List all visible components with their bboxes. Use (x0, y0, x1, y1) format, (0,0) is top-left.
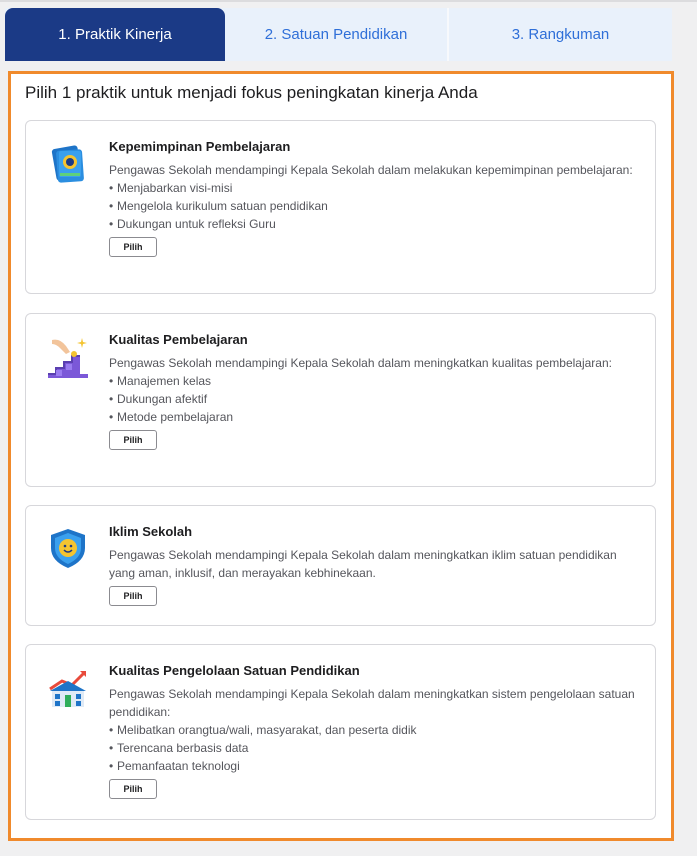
pilih-button[interactable]: Pilih (109, 586, 157, 606)
step-tabs (5, 8, 672, 61)
card-title: Kepemimpinan Pembelajaran (109, 139, 291, 154)
tab-praktik-kinerja[interactable] (5, 8, 225, 61)
card-bullet-list (109, 372, 639, 426)
top-rule (0, 0, 697, 2)
list-item: • Mengelola kurikulum satuan pendidikan (109, 197, 639, 215)
list-item: • Melibatkan orangtua/wali, masyarakat, dan peserta didik (109, 721, 639, 739)
pilih-button[interactable]: Pilih (109, 237, 157, 257)
card-bullet-list (109, 179, 639, 233)
practice-card-kepemimpinan (25, 120, 656, 294)
practice-card-kualitas-pengelolaan (25, 644, 656, 820)
tab-rangkuman[interactable] (449, 8, 672, 61)
list-item: • Pemanfaatan teknologi (109, 757, 639, 775)
card-bullet-list (109, 721, 639, 775)
list-item: • Dukungan afektif (109, 390, 639, 408)
list-item: • Manajemen kelas (109, 372, 639, 390)
list-item: • Terencana berbasis data (109, 739, 639, 757)
pilih-button[interactable]: Pilih (109, 779, 157, 799)
tab-label: 2. Satuan Pendidikan (264, 26, 408, 43)
card-description: Pengawas Sekolah mendampingi Kepala Sekolah dalam melakukan kepemimpinan pembelajaran: (109, 163, 633, 177)
list-item: • Dukungan untuk refleksi Guru (109, 215, 639, 233)
card-title: Kualitas Pembelajaran (109, 332, 248, 347)
tab-satuan-pendidikan[interactable] (225, 8, 449, 61)
card-title: Iklim Sekolah (109, 524, 193, 539)
pilih-button[interactable]: Pilih (109, 430, 157, 450)
card-description: Pengawas Sekolah mendampingi Kepala Sekolah dalam meningkatkan iklim satuan pendidikan yang aman, inklusif, dan merayakan kebhinekaan. (109, 548, 617, 580)
practice-card-iklim-sekolah (25, 505, 656, 626)
practice-selection-panel (8, 71, 674, 841)
panel-title: Pilih 1 praktik untuk menjadi fokus peningkatan kinerja Anda (25, 83, 478, 102)
tab-label: 1. Praktik Kinerja (58, 26, 172, 43)
list-item: • Metode pembelajaran (109, 408, 639, 426)
school-growth-icon (46, 665, 90, 709)
stairs-hand-icon (46, 334, 90, 378)
shield-smile-icon (46, 526, 90, 570)
page-bottom-area (0, 841, 697, 856)
book-badge-icon (46, 141, 90, 185)
card-description: Pengawas Sekolah mendampingi Kepala Sekolah dalam meningkatkan sistem pengelolaan satuan pendidikan: (109, 687, 635, 719)
practice-card-kualitas-pembelajaran (25, 313, 656, 487)
card-title: Kualitas Pengelolaan Satuan Pendidikan (109, 663, 360, 678)
card-description: Pengawas Sekolah mendampingi Kepala Sekolah dalam meningkatkan kualitas pembelajaran: (109, 356, 612, 370)
tab-label: 3. Rangkuman (511, 26, 610, 43)
list-item: • Menjabarkan visi-misi (109, 179, 639, 197)
